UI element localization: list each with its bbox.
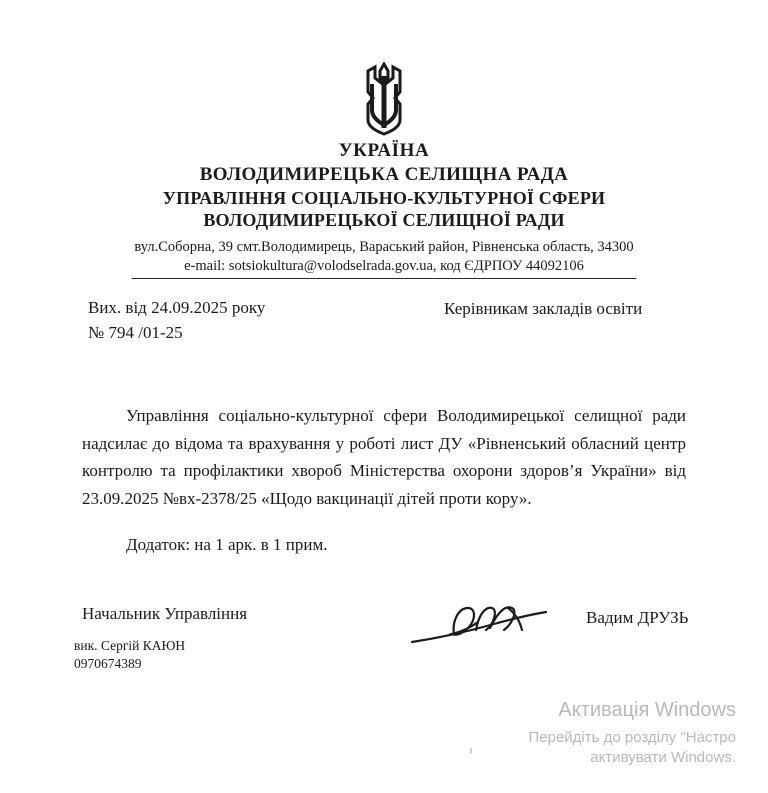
addressee: Керівникам закладів освіти <box>444 299 643 318</box>
letterhead-council: ВОЛОДИМИРЕЦЬКА СЕЛИЩНА РАДА <box>199 164 569 185</box>
executor-name: вик. Сергій КАЮН <box>74 638 186 653</box>
executor-info <box>74 637 185 673</box>
outgoing-date: Вих. від 24.09.2025 року <box>88 298 266 317</box>
windows-activation-watermark <box>406 698 736 768</box>
appendix-note: Додаток: на 1 арк. в 1 прим. <box>126 535 328 554</box>
letterhead-department-line2: ВОЛОДИМИРЕЦЬКОЇ СЕЛИЩНОЇ РАДИ <box>203 210 565 230</box>
outgoing-number: № 794 /01-25 <box>88 322 183 342</box>
letterhead <box>0 140 768 275</box>
body-paragraph: Управління соціально-культурної сфери Володимирецької селищної ради надсилає до відома та врахування у роботі лист ДУ «Рівненський обласний центр контролю та профілактики хвороб Міністерства охорони здоров’я України» від 23.09.2025 №вх-2378/25 «Щодо вакцинації дітей проти кору». <box>82 406 686 508</box>
letterhead-address: вул.Соборна, 39 смт.Володимирець, Вараський район, Рівненська область, 34300 <box>134 239 634 255</box>
header-divider <box>132 278 636 279</box>
watermark-title: Активація Windows <box>558 699 736 721</box>
letterhead-country: УКРАЇНА <box>338 140 430 161</box>
letterhead-email: e-mail: sotsiokultura@volodselrada.gov.ua, код ЄДРПОУ 44092106 <box>184 258 584 274</box>
executor-phone: 0970674389 <box>74 656 142 672</box>
signatory-position: Начальник Управління <box>82 604 248 623</box>
letterhead-department-line1: УПРАВЛІННЯ СОЦІАЛЬНО-КУЛЬТУРНОЇ СФЕРИ <box>162 188 606 208</box>
signatory-name: Вадим ДРУЗЬ <box>586 608 689 627</box>
watermark-subtitle-line1: Перейдіть до розділу "Настро <box>528 729 736 746</box>
handwritten-signature <box>408 598 558 654</box>
reference-block <box>88 296 265 345</box>
watermark-subtitle-line2: активувати Windows. <box>590 748 736 766</box>
ukraine-trident-emblem <box>0 62 768 141</box>
